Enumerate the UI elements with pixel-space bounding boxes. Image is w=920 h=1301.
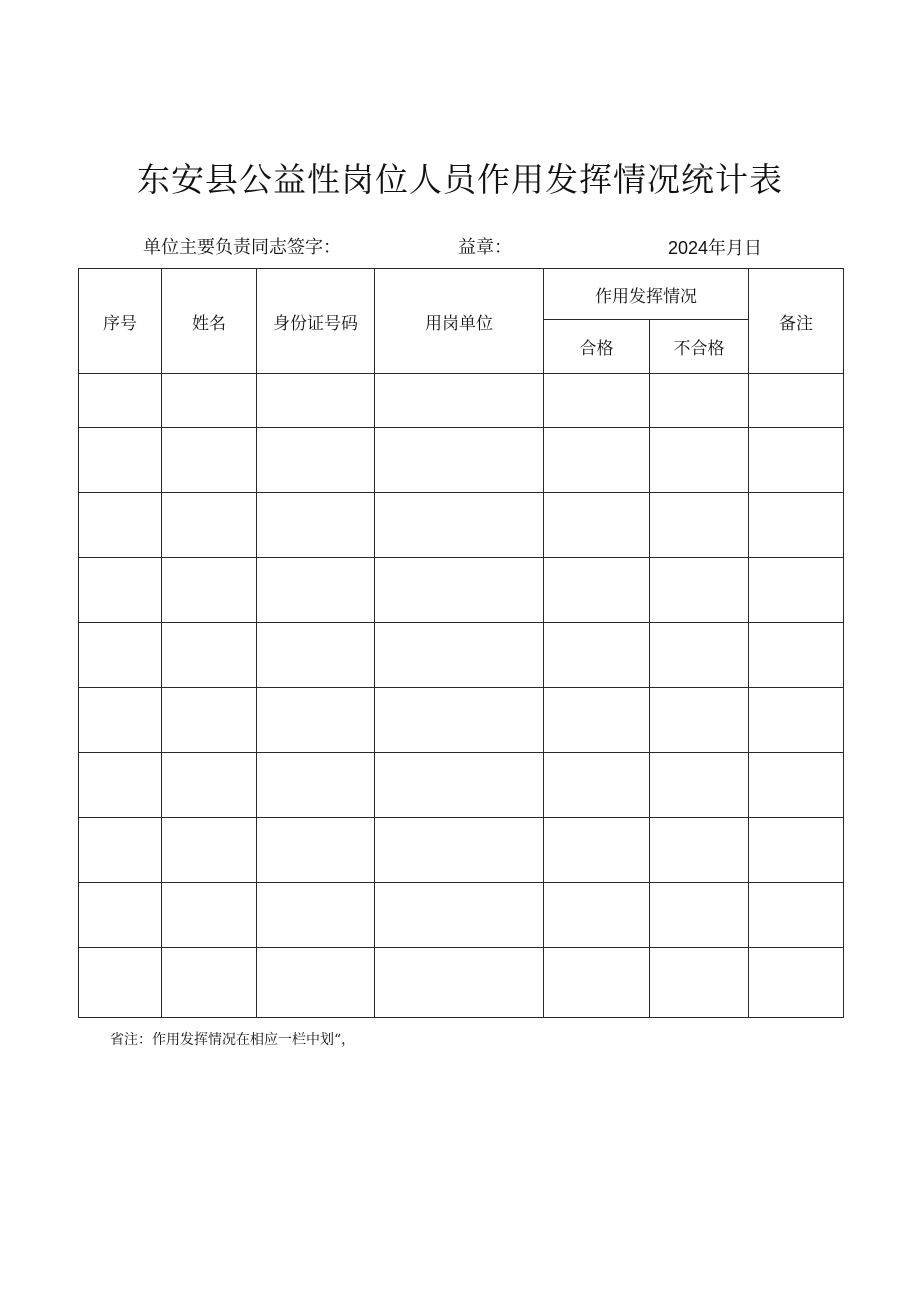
header-seq: 序号: [79, 269, 162, 374]
table-cell[interactable]: [162, 688, 257, 753]
table-cell[interactable]: [650, 818, 749, 883]
table-cell[interactable]: [375, 818, 544, 883]
table-cell[interactable]: [257, 493, 375, 558]
table-cell[interactable]: [375, 623, 544, 688]
table-cell[interactable]: [79, 558, 162, 623]
table-cell[interactable]: [79, 493, 162, 558]
table-cell[interactable]: [650, 428, 749, 493]
table-row: [79, 558, 844, 623]
seal-label: 益章：: [458, 237, 512, 258]
table-cell[interactable]: [650, 753, 749, 818]
table-cell[interactable]: [79, 818, 162, 883]
table-cell[interactable]: [162, 558, 257, 623]
header-performance-group: 作用发挥情况: [544, 269, 749, 320]
table-cell[interactable]: [79, 753, 162, 818]
header-remarks: 备注: [749, 269, 844, 374]
table-cell[interactable]: [162, 818, 257, 883]
header-id-number: 身份证号码: [257, 269, 375, 374]
table-cell[interactable]: [749, 493, 844, 558]
table-cell[interactable]: [544, 948, 650, 1018]
table-cell[interactable]: [375, 883, 544, 948]
table-cell[interactable]: [749, 883, 844, 948]
table-cell[interactable]: [375, 493, 544, 558]
table-cell[interactable]: [544, 493, 650, 558]
table-cell[interactable]: [79, 688, 162, 753]
table-cell[interactable]: [544, 688, 650, 753]
table-cell[interactable]: [162, 623, 257, 688]
table-cell[interactable]: [650, 558, 749, 623]
table-cell[interactable]: [162, 428, 257, 493]
table-cell[interactable]: [375, 558, 544, 623]
table-row: [79, 428, 844, 493]
table-cell[interactable]: [749, 818, 844, 883]
table-cell[interactable]: [79, 428, 162, 493]
table-cell[interactable]: [257, 948, 375, 1018]
table-cell[interactable]: [257, 428, 375, 493]
table-cell[interactable]: [749, 753, 844, 818]
table-cell[interactable]: [375, 428, 544, 493]
table-cell[interactable]: [544, 558, 650, 623]
table-cell[interactable]: [650, 948, 749, 1018]
table-cell[interactable]: [544, 883, 650, 948]
table-cell[interactable]: [79, 948, 162, 1018]
table-cell[interactable]: [650, 623, 749, 688]
table-cell[interactable]: [749, 623, 844, 688]
document-title: 东安县公益性岗位人员作用发挥情况统计表: [137, 160, 783, 199]
table-cell[interactable]: [749, 688, 844, 753]
table-cell[interactable]: [257, 623, 375, 688]
statistics-table: [78, 268, 844, 1018]
table-cell[interactable]: [257, 558, 375, 623]
table-cell[interactable]: [257, 374, 375, 428]
table-row: [79, 493, 844, 558]
table-cell[interactable]: [257, 753, 375, 818]
table-cell[interactable]: [79, 883, 162, 948]
table-cell[interactable]: [257, 883, 375, 948]
table-cell[interactable]: [162, 753, 257, 818]
table-cell[interactable]: [650, 493, 749, 558]
table-header-row: [79, 269, 844, 320]
table-cell[interactable]: [650, 688, 749, 753]
header-qualified: 合格: [544, 320, 650, 374]
table-cell[interactable]: [162, 948, 257, 1018]
table-cell[interactable]: [375, 948, 544, 1018]
table-row: [79, 818, 844, 883]
table-cell[interactable]: [544, 623, 650, 688]
table-cell[interactable]: [79, 374, 162, 428]
table-cell[interactable]: [375, 688, 544, 753]
table-row: [79, 753, 844, 818]
header-employer: 用岗单位: [375, 269, 544, 374]
table-cell[interactable]: [749, 428, 844, 493]
table-row: [79, 623, 844, 688]
table-cell[interactable]: [162, 883, 257, 948]
table-row: [79, 948, 844, 1018]
table-cell[interactable]: [375, 374, 544, 428]
table-cell[interactable]: [375, 753, 544, 818]
table-cell[interactable]: [749, 374, 844, 428]
table-cell[interactable]: [257, 688, 375, 753]
table-cell[interactable]: [162, 493, 257, 558]
header-unqualified: 不合格: [650, 320, 749, 374]
date-label: 2024年月日: [668, 238, 763, 258]
table-cell[interactable]: [749, 948, 844, 1018]
table-cell[interactable]: [544, 428, 650, 493]
table-cell[interactable]: [544, 374, 650, 428]
table-cell[interactable]: [79, 623, 162, 688]
table-cell[interactable]: [650, 883, 749, 948]
table-cell[interactable]: [650, 374, 749, 428]
table-cell[interactable]: [749, 558, 844, 623]
signature-label: 单位主要负责同志签字：: [143, 237, 341, 258]
table-cell[interactable]: [544, 753, 650, 818]
header-name: 姓名: [162, 269, 257, 374]
table-cell[interactable]: [257, 818, 375, 883]
table-cell[interactable]: [544, 818, 650, 883]
table-row: [79, 374, 844, 428]
footer-note: 省注：作用发挥情况在相应一栏中划“，: [110, 1032, 356, 1048]
table-cell[interactable]: [162, 374, 257, 428]
table-row: [79, 688, 844, 753]
table-row: [79, 883, 844, 948]
